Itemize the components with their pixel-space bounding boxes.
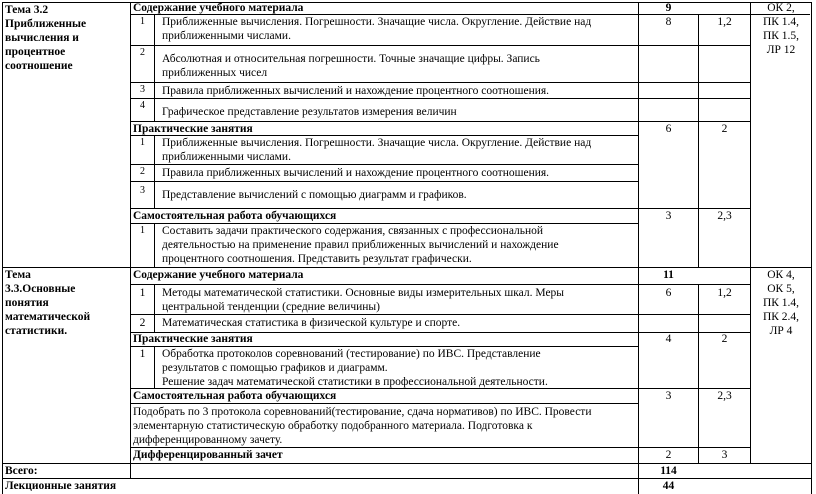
topic-title-line: Тема (5, 269, 31, 281)
row-line (130, 82, 750, 83)
item-text: Обработка протоколов соревнований (тестирование) по ИВС. Представление (162, 348, 541, 360)
item-text: деятельностью на применение правил приближенных вычислений и нахождение (162, 239, 559, 251)
col-line (154, 135, 155, 208)
item-number: 3 (140, 185, 145, 196)
item-text: Методы математической статистики. Основные виды измерительных шкал. Меры (162, 287, 565, 299)
row-line (130, 45, 750, 46)
total-label: Всего: (5, 465, 38, 477)
practice-hours: 6 (665, 123, 672, 135)
item-text: результатов с помощью графиков и диаграмм. (162, 362, 388, 374)
border-left (2, 2, 3, 494)
selfwork-hours: 3 (665, 390, 672, 402)
topic-title-line: статистики. (5, 325, 68, 337)
competency-line: ПК 2.4, (762, 311, 800, 323)
topic-title-line: вычисления и (5, 32, 79, 44)
content-hours: 9 (665, 2, 672, 14)
col-line (698, 284, 699, 463)
item-text: приближенными числами. (162, 151, 291, 163)
practice-hours: 4 (665, 333, 672, 345)
credit-hours: 2 (665, 449, 672, 461)
item-number: 1 (140, 137, 145, 148)
item-text: приближенными числами. (162, 30, 291, 42)
practice-header: Практические занятия (133, 333, 253, 345)
item-number: 4 (140, 100, 145, 111)
item-text: центральной тенденции (средние величины) (162, 301, 380, 313)
content-header: Содержание учебного материала (133, 269, 304, 281)
content-col1: 8 (665, 16, 672, 28)
border-right (811, 2, 812, 494)
row-line (130, 181, 638, 182)
col-line (154, 14, 155, 122)
selfwork-hours: 3 (665, 210, 672, 222)
topic-title-line: соотношение (5, 60, 73, 72)
item-text: Приближенные вычисления. Погрешности. Значащие числа. Округление. Действие над (162, 137, 592, 149)
total-hours: 114 (660, 465, 677, 477)
col-line (154, 223, 155, 267)
topic-title-line: 3.3.Основные (5, 283, 76, 295)
lecture-label: Лекционные занятия (5, 480, 117, 492)
content-header: Содержание учебного материала (133, 2, 304, 14)
selfwork-level: 2,3 (717, 390, 732, 402)
item-number: 1 (139, 287, 146, 299)
row-line (130, 164, 638, 165)
item-text: Математическая статистика в физической культуре и спорте. (162, 317, 461, 329)
topic-title-line: процентное (5, 46, 66, 58)
competency-line: ЛР 12 (766, 44, 796, 56)
col-line (154, 284, 155, 332)
item-number: 1 (139, 348, 146, 360)
item-text: приближенных чисел (162, 67, 268, 79)
item-number: 2 (140, 47, 145, 58)
content-hours: 11 (663, 269, 674, 281)
competency-line: ЛР 4 (769, 325, 793, 337)
item-text: Представление вычислений с помощью диаграмм и графиков. (162, 189, 467, 201)
item-number: 1 (140, 225, 145, 236)
col-line (638, 2, 639, 494)
competency-line: ПК 1.4, (762, 297, 800, 309)
topic-title-line: понятия (5, 297, 49, 309)
credit-level: 3 (721, 449, 728, 461)
content-col2: 1,2 (717, 287, 732, 299)
selfwork-text: Подобрать по 3 протокола соревнований(тестирование, сдача нормативов) по ИВС. Провести (133, 406, 592, 418)
content-col1: 6 (665, 287, 672, 299)
topic-title-line: математической (5, 311, 91, 323)
item-number: 2 (139, 317, 146, 329)
item-number: 1 (140, 16, 145, 27)
item-text: Составить задачи практического содержания, связанных с профессиональной (162, 225, 544, 237)
selfwork-header: Самостоятельная работа обучающихся (133, 390, 337, 402)
item-text: Приближенные вычисления. Погрешности. Значащие числа. Округление. Действие над (162, 16, 592, 28)
selfwork-text: элементарную статистическую обработку подобранного материала. Подготовка к (133, 420, 533, 432)
item-text: Правила приближенных вычислений и нахождение процентного соотношения. (162, 167, 550, 179)
competency-line: ПК 1.4, (762, 16, 800, 28)
competency-line: ОК 4, (767, 269, 795, 281)
topic-title-line: Тема 3.2 (5, 4, 49, 16)
col-line (154, 346, 155, 388)
content-col2: 1,2 (717, 16, 732, 28)
item-text: процентного соотношения. Представить результат графически. (162, 253, 472, 265)
row-line (130, 284, 750, 285)
row-line (130, 98, 750, 99)
row-line (130, 314, 750, 315)
row-line (130, 403, 638, 404)
practice-level: 2 (721, 123, 728, 135)
lecture-hours: 44 (662, 480, 675, 492)
practice-level: 2 (721, 333, 728, 345)
col-line (698, 14, 699, 267)
item-text: Графическое представление результатов измерения величин (162, 106, 457, 118)
competency-line: ОК 2, (767, 2, 795, 14)
item-number: 2 (140, 166, 145, 177)
practice-header: Практические занятия (133, 123, 253, 135)
item-text: Абсолютная и относительная погрешности. Точные значащие цифры. Запись (162, 53, 540, 65)
item-text: Правила приближенных вычислений и нахождение процентного соотношения. (162, 85, 550, 97)
col-line (130, 2, 131, 478)
item-number: 3 (140, 84, 145, 95)
selfwork-header: Самостоятельная работа обучающихся (133, 210, 337, 222)
competency-line: ПК 1.5, (762, 30, 800, 42)
topic-title-line: Приближенные (5, 18, 87, 30)
selfwork-text: дифференцированному зачету. (133, 434, 283, 446)
credit-label: Дифференцированный зачет (133, 449, 283, 461)
competency-line: ОК 5, (767, 283, 795, 295)
item-text: Решение задач математической статистики в профессиональной деятельности. (162, 376, 548, 388)
selfwork-level: 2,3 (717, 210, 732, 222)
